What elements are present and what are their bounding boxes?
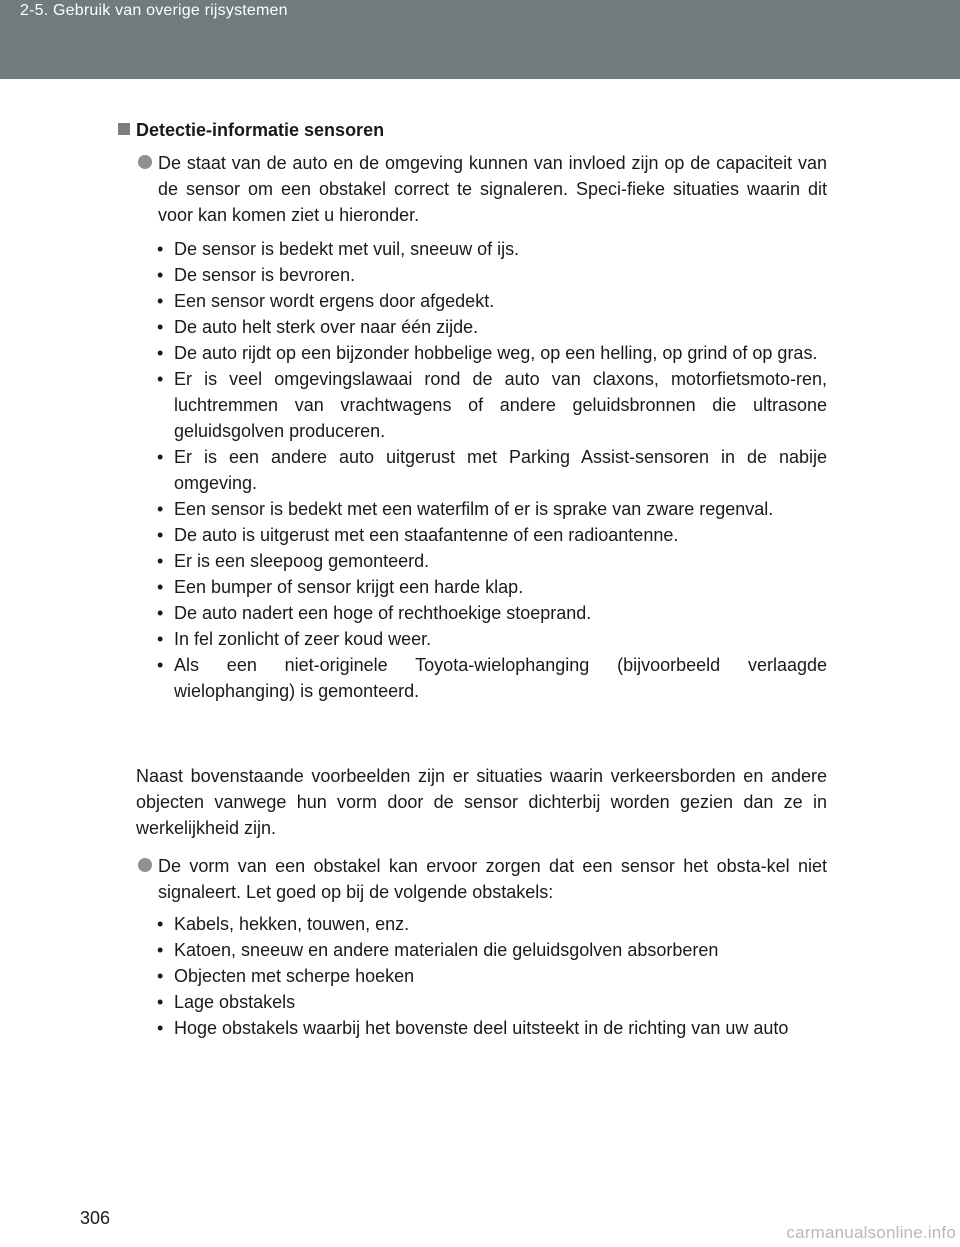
list-item: • Als een niet-originele Toyota-wielophanging (bijvoorbeeld verlaagde wielophanging) is gemonteerd. <box>157 655 827 701</box>
circle-bullet-icon <box>138 858 152 872</box>
list-item: • Een bumper of sensor krijgt een harde klap. <box>157 577 524 597</box>
body-paragraph: Naast bovenstaande voorbeelden zijn er situaties waarin verkeersborden en andere objecten vanwege hun vorm door de sensor dichterbij worden gezien dan ze in werkelijkheid zijn. <box>136 766 827 838</box>
list-item: • De auto nadert een hoge of rechthoekige stoeprand. <box>157 603 592 623</box>
list-item: • Hoge obstakels waarbij het bovenste deel uitsteekt in de richting van uw auto <box>157 1018 789 1038</box>
circle-bullet-icon <box>138 155 152 169</box>
condition-list <box>157 236 827 704</box>
list-item: • Kabels, hekken, touwen, enz. <box>157 914 410 934</box>
obstacle-list <box>157 911 827 1041</box>
page-number: 306 <box>80 1208 111 1228</box>
list-item: • De auto helt sterk over naar één zijde. <box>157 317 479 337</box>
list-item: • Objecten met scherpe hoeken <box>157 966 415 986</box>
watermark: carmanualsonline.info <box>786 1223 956 1242</box>
section-heading-text: Detectie-informatie sensoren <box>136 120 385 140</box>
bullet-paragraph-text: De staat van de auto en de omgeving kunnen van invloed zijn op de capaciteit van de sensor om een obstakel correct te signaleren. Speci-fieke situaties waarin dit voor kan komen ziet u hieronder. <box>158 153 827 225</box>
list-item: • In fel zonlicht of zeer koud weer. <box>157 629 432 649</box>
bullet-paragraph-text: De vorm van een obstakel kan ervoor zorgen dat een sensor het obsta-kel niet signaleert. Let goed op bij de volgende obstakels: <box>158 856 827 902</box>
list-item: • Katoen, sneeuw en andere materialen die geluidsgolven absorberen <box>157 940 719 960</box>
circle-bullet-paragraph-1 <box>138 150 827 228</box>
list-item: • Een sensor is bedekt met een waterfilm of er is sprake van zware regenval. <box>157 499 774 519</box>
circle-bullet-paragraph-2 <box>138 853 827 905</box>
list-item: • De auto is uitgerust met een staafantenne of een radioantenne. <box>157 525 679 545</box>
list-item: • De sensor is bedekt met vuil, sneeuw of ijs. <box>157 239 520 259</box>
list-item: • Er is een andere auto uitgerust met Parking Assist-sensoren in de nabije omgeving. <box>157 447 827 493</box>
list-item: • Een sensor wordt ergens door afgedekt. <box>157 291 495 311</box>
list-item: • Er is een sleepoog gemonteerd. <box>157 551 430 571</box>
list-item: • Lage obstakels <box>157 992 296 1012</box>
section-title: 2-5. Gebruik van overige rijsystemen <box>20 2 288 19</box>
list-item: • De auto rijdt op een bijzonder hobbelige weg, op een helling, op grind of op gras. <box>157 343 818 363</box>
list-item: • De sensor is bevroren. <box>157 265 356 285</box>
page-header <box>0 0 960 79</box>
section-heading <box>118 118 384 142</box>
square-bullet-icon <box>118 123 130 135</box>
list-item: • Er is veel omgevingslawaai rond de auto van claxons, motorfietsmoto-ren, luchtremmen van vrachtwagens of andere geluidsbronnen die ultrasone geluidsgolven produceren. <box>157 369 827 441</box>
